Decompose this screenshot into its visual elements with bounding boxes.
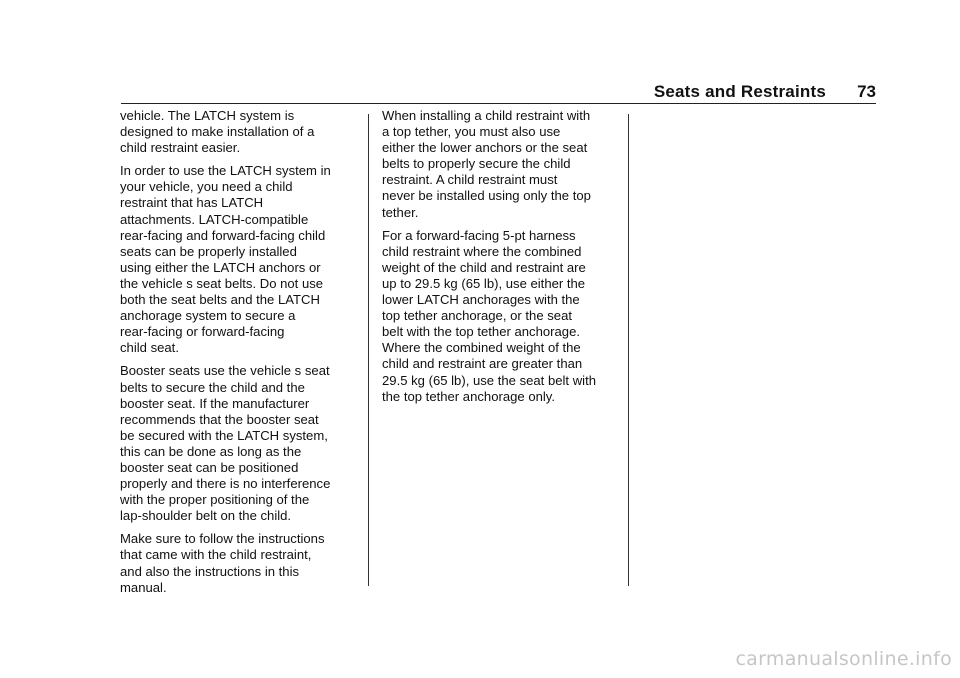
section-title: Seats and Restraints — [653, 82, 826, 101]
text-line: belt with the top tether anchorage. — [382, 324, 580, 340]
paragraph — [382, 228, 596, 405]
paragraph — [382, 108, 596, 221]
paragraph — [120, 363, 331, 524]
text-line: child and restraint are greater than — [382, 356, 583, 372]
watermark: carmanualsonline.info — [735, 648, 952, 670]
text-line: both the seat belts and the LATCH — [120, 292, 320, 308]
middle-column — [382, 108, 596, 412]
text-line: seats can be properly installed — [120, 243, 297, 259]
text-line: never be installed using only the top — [382, 188, 591, 204]
text-line: 29.5 kg (65 lb), use the seat belt with — [382, 372, 596, 388]
left-column — [120, 108, 331, 603]
text-line: a top tether, you must also use — [382, 124, 561, 140]
text-line: Make sure to follow the instructions — [120, 531, 325, 547]
text-line: rear-facing or forward-facing — [120, 324, 285, 340]
text-line: restraint that has LATCH — [120, 195, 264, 211]
text-line: vehicle. The LATCH system is — [120, 108, 295, 123]
text-line: lower LATCH anchorages with the — [382, 292, 580, 308]
text-line: up to 29.5 kg (65 lb), use either the — [382, 275, 586, 291]
text-line: the vehicle s seat belts. Do not use — [120, 275, 324, 291]
paragraph — [120, 108, 331, 156]
text-line: weight of the child and restraint are — [382, 259, 586, 275]
text-line: When installing a child restraint with — [382, 108, 591, 123]
text-line: child seat. — [120, 340, 179, 356]
text-line: either the lower anchors or the seat — [382, 140, 588, 156]
text-line: rear-facing and forward-facing child — [120, 227, 326, 243]
text-line: with the proper positioning of the — [120, 492, 310, 508]
text-line: belts to properly secure the child — [382, 156, 571, 172]
column-divider — [628, 114, 629, 586]
text-line: belts to secure the child and the — [120, 379, 305, 395]
column-divider — [368, 114, 369, 586]
paragraph — [120, 163, 331, 356]
text-line: child restraint where the combined — [382, 243, 582, 259]
text-line: manual. — [120, 579, 167, 595]
paragraph — [120, 531, 331, 595]
text-line: properly and there is no interference — [120, 476, 331, 492]
text-line: that came with the child restraint, — [120, 547, 312, 563]
text-line: anchorage system to secure a — [120, 308, 296, 324]
text-line: tether. — [382, 204, 419, 220]
text-line: Where the combined weight of the — [382, 340, 581, 356]
text-line: this can be done as long as the — [120, 443, 302, 459]
text-line: recommends that the booster seat — [120, 411, 319, 427]
text-line: child restraint easier. — [120, 140, 241, 156]
text-line: using either the LATCH anchors or — [120, 259, 321, 275]
text-line: In order to use the LATCH system in — [120, 163, 331, 179]
text-line: your vehicle, you need a child — [120, 179, 293, 195]
text-line: attachments. LATCH-compatible — [120, 211, 309, 227]
text-line: booster seat can be positioned — [120, 459, 299, 475]
page-number: 73 — [857, 82, 876, 101]
text-line: and also the instructions in this — [120, 563, 300, 579]
text-line: top tether anchorage, or the seat — [382, 308, 572, 324]
text-line: the top tether anchorage only. — [382, 388, 556, 404]
text-line: lap-shoulder belt on the child. — [120, 508, 292, 524]
text-line: designed to make installation of a — [120, 124, 315, 140]
text-line: restraint. A child restraint must — [382, 172, 558, 188]
text-line: booster seat. If the manufacturer — [120, 395, 310, 411]
text-line: For a forward-facing 5-pt harness — [382, 227, 576, 243]
text-line: be secured with the LATCH system, — [120, 427, 328, 443]
text-line: Booster seats use the vehicle s seat — [120, 363, 330, 379]
header-rule — [121, 103, 876, 104]
